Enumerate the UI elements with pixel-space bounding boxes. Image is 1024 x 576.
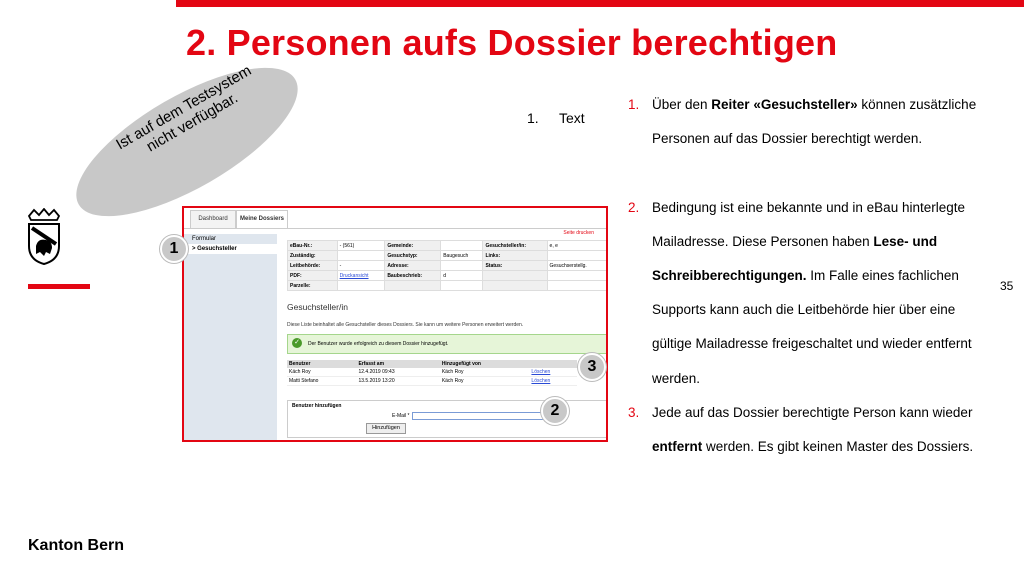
- dossier-info-table: [287, 240, 607, 291]
- section-description: Diese Liste beinhaltet alle Gesuchsteller dieses Dossiers. Sie kann um weitere Personen erweitert werden.: [287, 322, 524, 328]
- table-cell: 13.5.2019 13:20: [356, 377, 439, 386]
- info-label: Baubeschrieb:: [385, 271, 441, 281]
- info-value: -: [337, 261, 385, 271]
- sidebar-item-formular[interactable]: Formular: [192, 236, 217, 242]
- info-value: Baugesuch: [441, 251, 483, 261]
- bullet-text: Bedingung ist eine bekannte und in eBau hinterlegte Mailadresse. Diese Personen haben Lese- und Schreibberechtigungen. Im Falle eines fachlichen Supports kann auch die Leitbehörde hier über eine gültige Mailadresse freigeschaltet und wieder entfernt werden.: [652, 199, 972, 386]
- info-value: [547, 251, 606, 261]
- info-value: [337, 281, 385, 291]
- delete-link[interactable]: Löschen: [529, 377, 577, 386]
- info-value: [547, 281, 606, 291]
- delete-link[interactable]: Löschen: [529, 368, 577, 377]
- info-value: [441, 261, 483, 271]
- info-value: Gesuchserstellg.: [547, 261, 606, 271]
- info-value: [547, 271, 606, 281]
- info-label: Zuständig:: [288, 251, 338, 261]
- info-row: [288, 261, 607, 271]
- info-value: d: [441, 271, 483, 281]
- print-link[interactable]: Seite drucken: [563, 230, 594, 236]
- info-label: Gemeinde:: [385, 241, 441, 251]
- slide-title: 2. Personen aufs Dossier berechtigen: [186, 22, 838, 63]
- info-value: - (561): [337, 241, 385, 251]
- table-cell: Käch Roy: [287, 368, 356, 377]
- info-value: [337, 251, 385, 261]
- column-header: [529, 360, 577, 368]
- info-row: [288, 251, 607, 261]
- top-accent-bar: [176, 0, 1024, 7]
- info-label: PDF:: [288, 271, 338, 281]
- sidebar-item-gesuchsteller[interactable]: > Gesuchsteller: [184, 244, 277, 254]
- info-label: Parzelle:: [288, 281, 338, 291]
- bullet-text: Jede auf das Dossier berechtigte Person kann wieder entfernt werden. Es gibt keinen Master des Dossiers.: [652, 404, 974, 454]
- info-label: Adresse:: [385, 261, 441, 271]
- bern-crest-icon: [26, 208, 62, 266]
- marker-2: 2: [541, 397, 569, 425]
- users-table: [287, 360, 577, 386]
- marker-3: 3: [578, 353, 606, 381]
- callout-text: Ist auf dem Testsystem nicht verfügbar.: [113, 61, 255, 156]
- info-label: Links:: [483, 251, 547, 261]
- info-label: [483, 281, 547, 291]
- users-header-row: [287, 360, 577, 368]
- sidebar: [184, 234, 277, 442]
- marker-1: 1: [160, 235, 188, 263]
- placeholder-num: 1.: [527, 110, 539, 126]
- bullet-number: 2.: [628, 199, 640, 215]
- table-cell: Käch Roy: [440, 377, 530, 386]
- tab-dashboard[interactable]: Dashboard: [190, 210, 236, 228]
- add-user-title: Benutzer hinzufügen: [292, 403, 342, 409]
- info-row: [288, 281, 607, 291]
- info-label: eBau-Nr.:: [288, 241, 338, 251]
- table-cell: Käch Roy: [440, 368, 530, 377]
- column-header: Erfasst am: [356, 360, 439, 368]
- info-label: Gesuchsteller/in:: [483, 241, 547, 251]
- tab-bar: [184, 208, 606, 229]
- placeholder-text: Text: [559, 110, 585, 126]
- info-label: Status:: [483, 261, 547, 271]
- bullet-number: 1.: [628, 97, 640, 112]
- info-label: Leitbehörde:: [288, 261, 338, 271]
- section-title: Gesuchsteller/in: [287, 302, 348, 312]
- table-cell: Matti Stefano: [287, 377, 356, 386]
- success-message: [287, 334, 607, 354]
- tab-meine-dossiers[interactable]: Meine Dossiers: [236, 210, 288, 228]
- info-value: [441, 241, 483, 251]
- bullet-text: Über den Reiter «Gesuchsteller» können zusätzliche Personen auf das Dossier berechtigt werden.: [652, 97, 977, 147]
- red-accent-line: [28, 284, 90, 289]
- page-number: 35: [1000, 279, 1014, 293]
- info-value: e, e: [547, 241, 606, 251]
- table-cell: 12.4.2019 09:43: [356, 368, 439, 377]
- footer-text: Kanton Bern: [28, 537, 124, 554]
- email-label: E-Mail *: [392, 413, 410, 419]
- column-header: Benutzer: [287, 360, 356, 368]
- add-user-button[interactable]: Hinzufügen: [366, 423, 406, 434]
- check-icon: ✓: [292, 338, 302, 348]
- info-row: [288, 271, 607, 281]
- info-row: [288, 241, 607, 251]
- info-label: [385, 281, 441, 291]
- info-label: [483, 271, 547, 281]
- table-row: [287, 368, 577, 377]
- info-value: [441, 281, 483, 291]
- column-header: Hinzugefügt von: [440, 360, 530, 368]
- info-value[interactable]: Druckansicht: [337, 271, 385, 281]
- success-text: Der Benutzer wurde erfolgreich zu diesem Dossier hinzugefügt.: [308, 341, 449, 347]
- table-row: [287, 377, 577, 386]
- info-label: Gesuchstyp:: [385, 251, 441, 261]
- bullet-number: 3.: [628, 404, 640, 420]
